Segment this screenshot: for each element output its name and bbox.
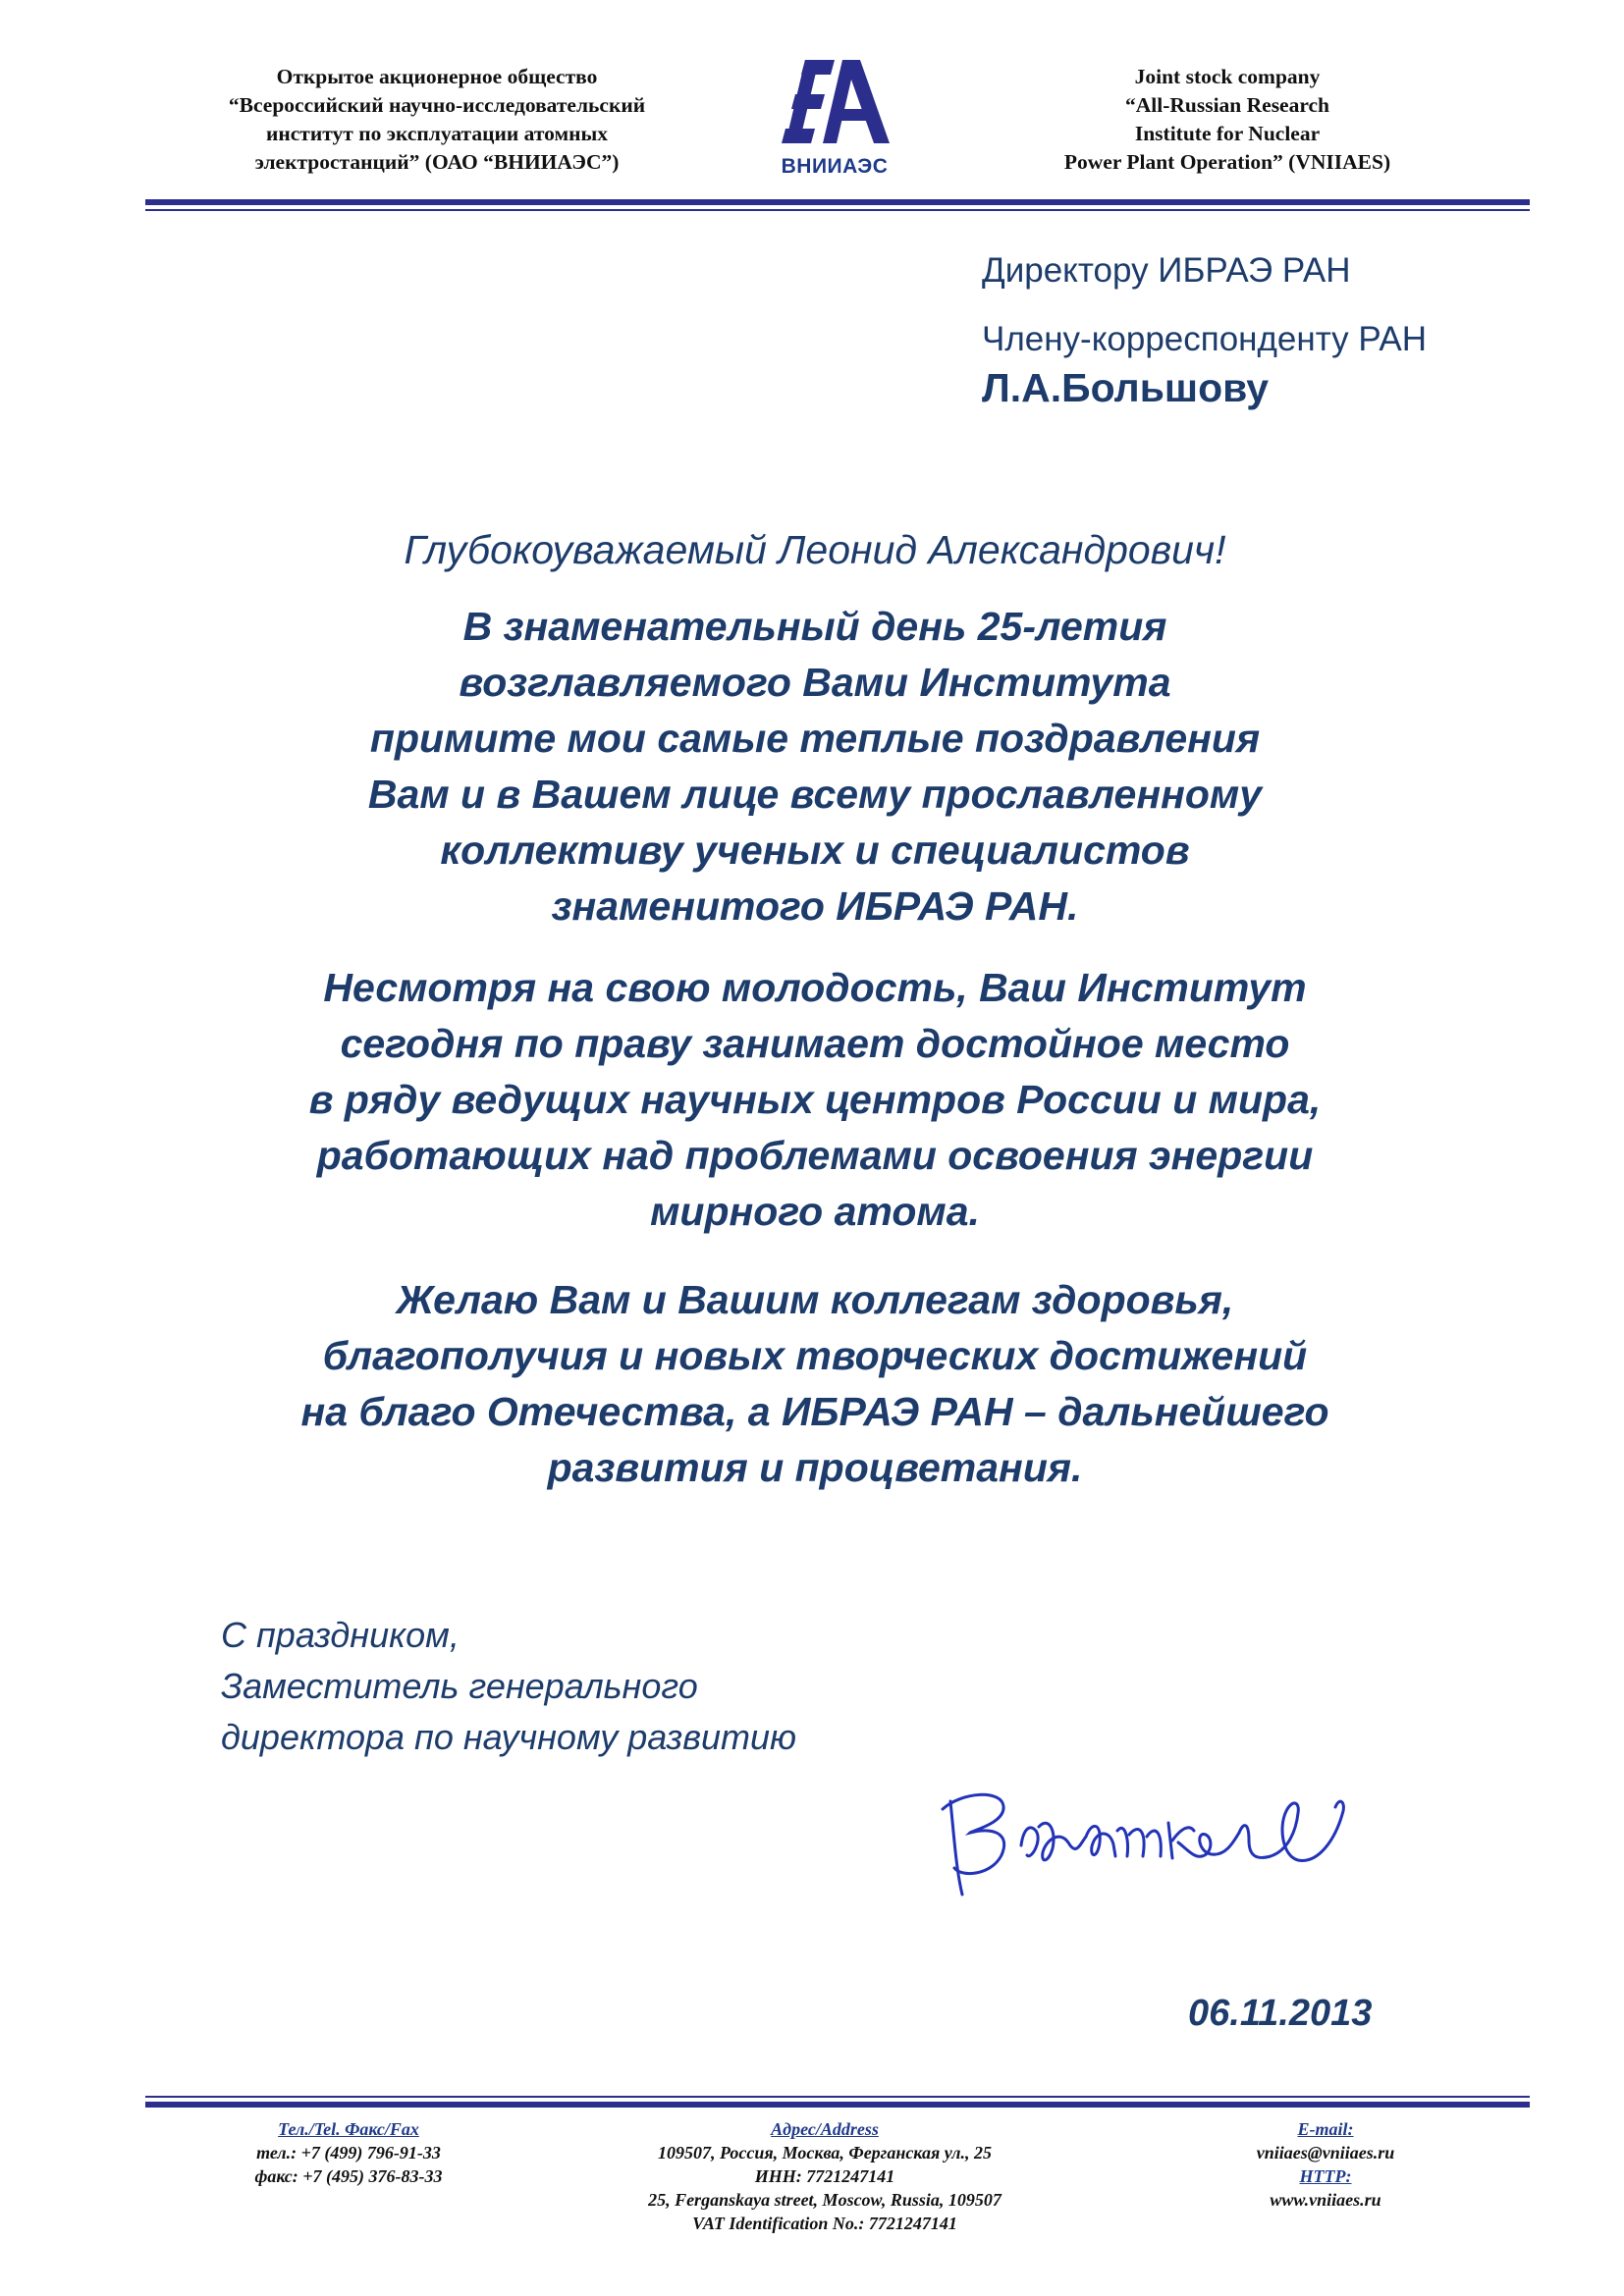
closing-line: Заместитель генерального <box>221 1666 698 1706</box>
paragraph-line: В знаменательный день 25-летия <box>462 604 1167 649</box>
paragraph-line: развития и процветания. <box>547 1445 1083 1490</box>
footer-divider-thin <box>145 2096 1530 2098</box>
handwritten-signature <box>933 1762 1394 1899</box>
footer-phone-block <box>187 2117 511 2188</box>
footer-contact-block <box>1178 2117 1473 2212</box>
paragraph-line: возглавляемого Вами Института <box>459 660 1171 705</box>
letter-paragraph-2 <box>118 960 1512 1240</box>
paragraph-line: Несмотря на свою молодость, Ваш Институт <box>323 965 1307 1010</box>
footer-address-block <box>569 2117 1080 2235</box>
footer-website-link[interactable]: www.vniiaes.ru <box>1270 2190 1381 2210</box>
header-ru-line: электростанций” (ОАО “ВНИИАЭС”) <box>254 150 620 174</box>
footer-email-link[interactable]: vniiaes@vniiaes.ru <box>1256 2143 1395 2163</box>
footer-address-line: ИНН: 7721247141 <box>754 2166 895 2186</box>
footer-fax-line: факс: +7 (495) 376-83-33 <box>254 2166 443 2186</box>
addressee-name: Л.А.Большову <box>982 365 1270 410</box>
header-ru-line: институт по эксплуатации атомных <box>265 122 609 145</box>
footer-http-title: HTTP: <box>1299 2166 1352 2186</box>
footer-address-line: 109507, Россия, Москва, Ферганская ул., 25 <box>658 2143 992 2163</box>
header-divider-thick <box>145 199 1530 205</box>
letter-paragraph-3 <box>118 1272 1512 1496</box>
paragraph-line: примите мои самые теплые поздравления <box>369 716 1261 761</box>
letter-date: 06.11.2013 <box>1188 1993 1373 2034</box>
paragraph-line: коллективу ученых и специалистов <box>440 828 1190 873</box>
header-ru-line: Открытое акционерное общество <box>276 65 598 88</box>
paragraph-line: на благо Отечества, а ИБРАЭ РАН – дальнейшего <box>300 1389 1329 1434</box>
header-ru-line: “Всероссийский научно-исследовательский <box>228 93 646 117</box>
footer-phone-line: тел.: +7 (499) 796-91-33 <box>256 2143 441 2163</box>
footer-phone-title: Тел./Tel. Факс/Fax <box>278 2119 419 2139</box>
paragraph-line: сегодня по праву занимает достойное место <box>340 1021 1290 1066</box>
paragraph-line: благополучия и новых творческих достижений <box>322 1333 1308 1378</box>
footer-address-line: VAT Identification No.: 7721247141 <box>692 2214 957 2233</box>
footer-address-title: Адрес/Address <box>771 2119 879 2139</box>
header-org-name-en <box>1011 63 1443 177</box>
addressee-position: Директору ИБРАЭ РАН <box>982 251 1351 290</box>
paragraph-line: в ряду ведущих научных центров России и мира, <box>308 1077 1322 1122</box>
salutation: Глубокоуважаемый Леонид Александрович! <box>404 527 1226 572</box>
header-en-line: Institute for Nuclear <box>1134 122 1321 145</box>
paragraph-line: Желаю Вам и Вашим коллегам здоровья, <box>396 1277 1234 1322</box>
closing-line: директора по научному развитию <box>221 1717 797 1757</box>
paragraph-line: Вам и в Вашем лице всему прославленному <box>367 772 1263 817</box>
closing-block <box>221 1610 796 1763</box>
paragraph-line: мирного атома. <box>650 1189 980 1234</box>
paragraph-line: знаменитого ИБРАЭ РАН. <box>551 883 1079 929</box>
letter-paragraph-1 <box>118 599 1512 934</box>
closing-line: С праздником, <box>221 1615 460 1655</box>
footer-divider-thick <box>145 2102 1530 2108</box>
header-en-line: “All-Russian Research <box>1124 93 1330 117</box>
footer-address-line: 25, Ferganskaya street, Moscow, Russia, 109507 <box>648 2190 1001 2210</box>
header-divider-thin <box>145 209 1530 211</box>
paragraph-line: работающих над проблемами освоения энергии <box>316 1133 1314 1178</box>
header-org-name-ru <box>177 63 697 177</box>
addressee-title: Члену-корреспонденту РАН <box>982 320 1428 358</box>
header-en-line: Joint stock company <box>1134 65 1321 88</box>
header-en-line: Power Plant Operation” (VNIIAES) <box>1063 150 1391 174</box>
logo-caption: ВНИИАЭС <box>781 155 889 178</box>
footer-email-title: E-mail: <box>1297 2119 1354 2139</box>
